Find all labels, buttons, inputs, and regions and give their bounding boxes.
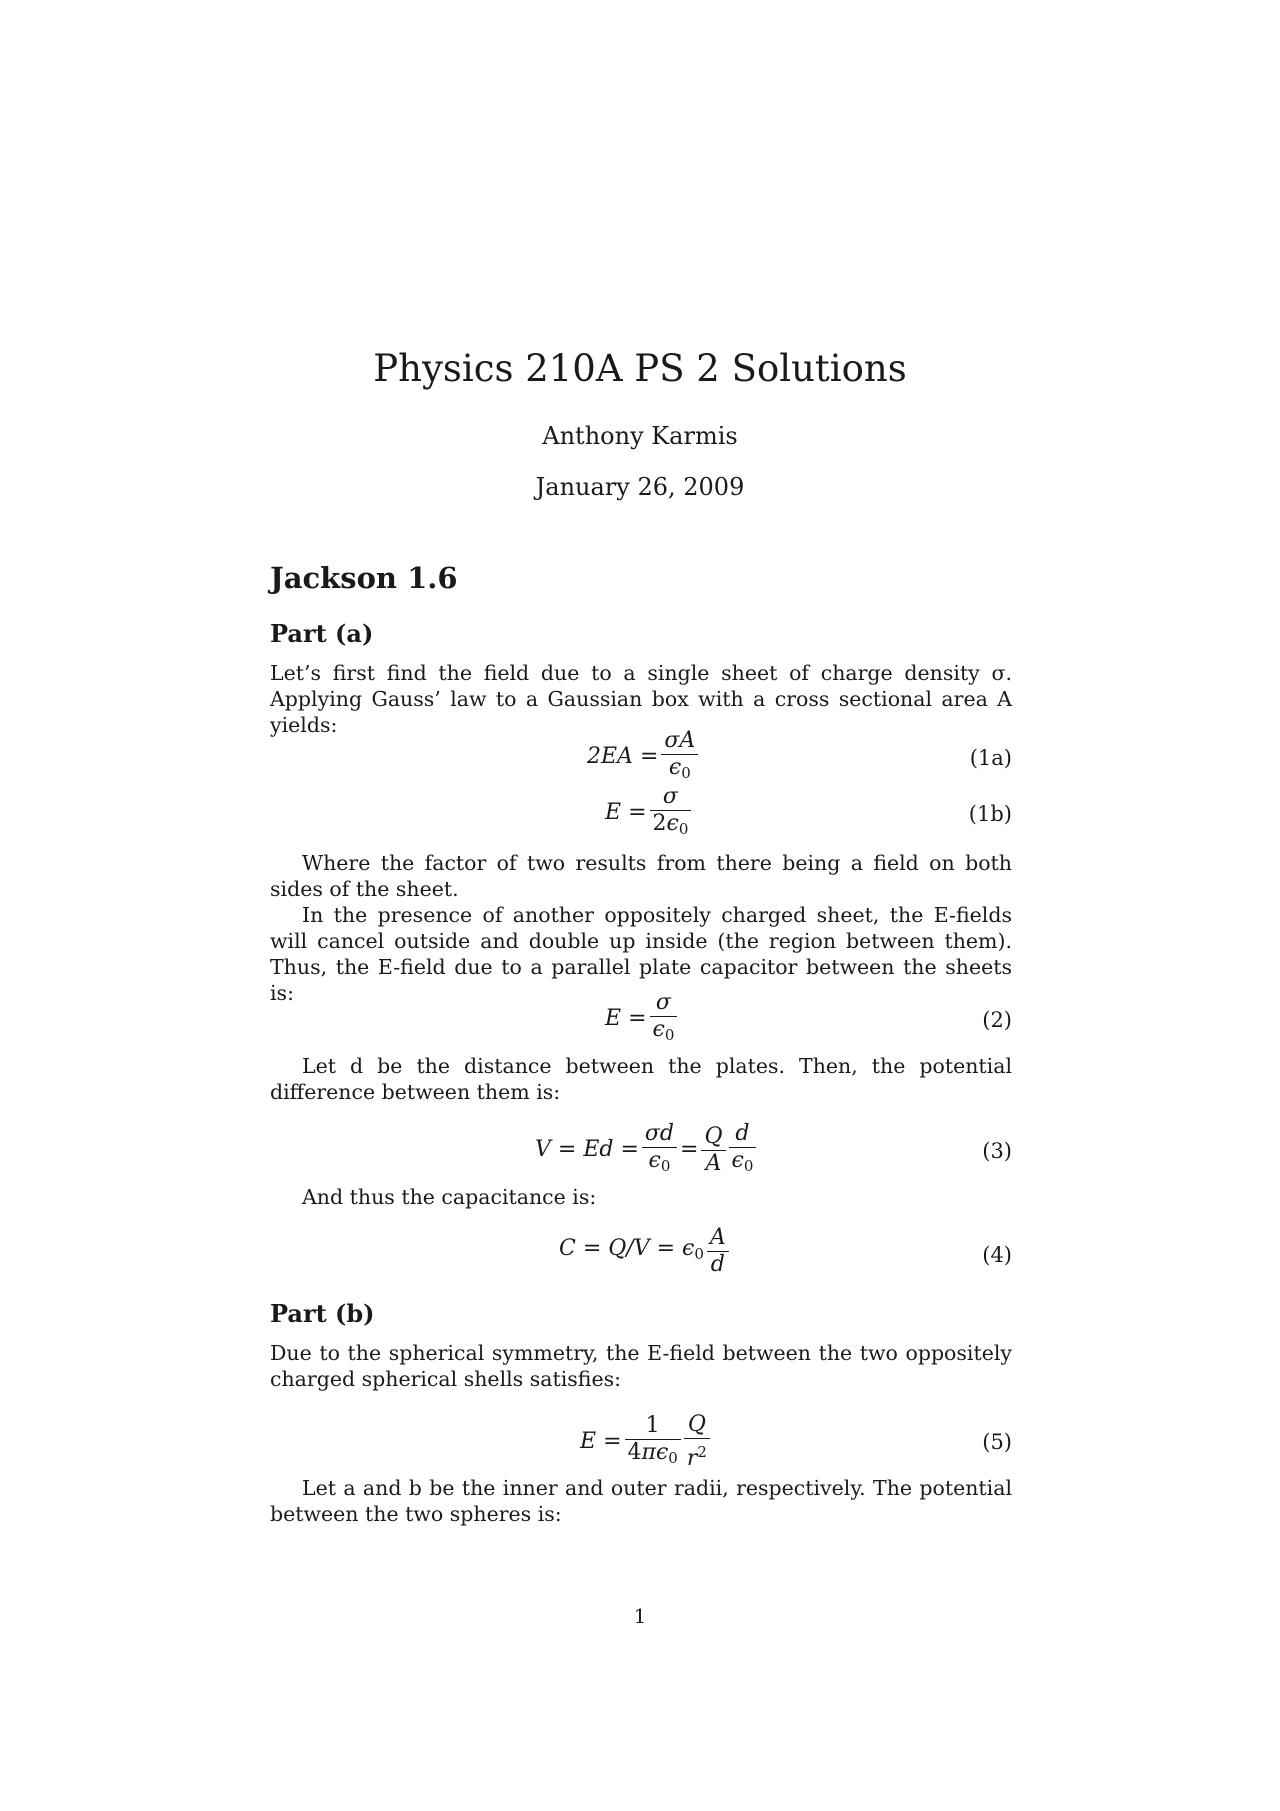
part-a-paragraph-4: And thus the capacitance is: [302,1185,597,1209]
equation-4-number: (4) [982,1243,1012,1267]
equation-2-number: (2) [982,1008,1012,1032]
part-a-explanation: Where the factor of two results from there being a field on both sides of the sheet. [270,851,1012,901]
equation-5: E = $\frac{1}{4\pi\epsilon_0}$ $\frac{Q}{r^2}$ [580,1412,713,1472]
document-title: Physics 210A PS 2 Solutions [373,347,907,390]
author-name: Anthony Karmis [542,422,738,450]
equation-1a-number: (1a) [969,746,1012,770]
equation-2: E = $\frac{\sigma}{\epsilon_0}$ [605,990,680,1048]
part-a-heading: Part (a) [270,619,374,648]
equation-5-number: (5) [982,1430,1012,1454]
part-a-intro: Let’s first find the field due to a single sheet of charge density σ. Applying Gauss’ law to a Gaussian box with a cross sectional area A yields: [270,661,1012,737]
equation-3: V = Ed = $\frac{\sigma d}{\epsilon_0}$ = $\frac{Q}{A}$ $\frac{d}{\epsilon_0}$ [535,1121,759,1179]
part-b-heading: Part (b) [270,1299,375,1328]
part-a-paragraph-2: In the presence of another oppositely charged sheet, the E-fields will cancel outside and double up inside (the region between them). Thus, the E-field due to a parallel plate capacitor between the sheets is: [270,903,1012,1005]
part-a-paragraph-3: Let d be the distance between the plates. Then, the potential difference between them is: [270,1054,1012,1104]
page-number: 1 [633,1604,647,1628]
section-heading: Jackson 1.6 [270,561,458,595]
document-date: January 26, 2009 [535,473,745,501]
equation-1a: 2EA = $\frac{\sigma A}{\epsilon_0}$ [587,728,701,786]
equation-1b-number: (1b) [968,802,1012,826]
part-b-intro: Due to the spherical symmetry, the E-field between the two oppositely charged spherical shells satisfies: [270,1341,1012,1391]
equation-4: $C = Q/V = \epsilon_0$ $\frac{A}{d}$ [559,1225,732,1278]
equation-3-number: (3) [982,1139,1012,1163]
part-b-paragraph-2: Let a and b be the inner and outer radii, respectively. The potential between the two spheres is: [270,1476,1012,1526]
equation-1b: E = $\frac{\sigma}{2\epsilon_0}$ [605,784,694,842]
